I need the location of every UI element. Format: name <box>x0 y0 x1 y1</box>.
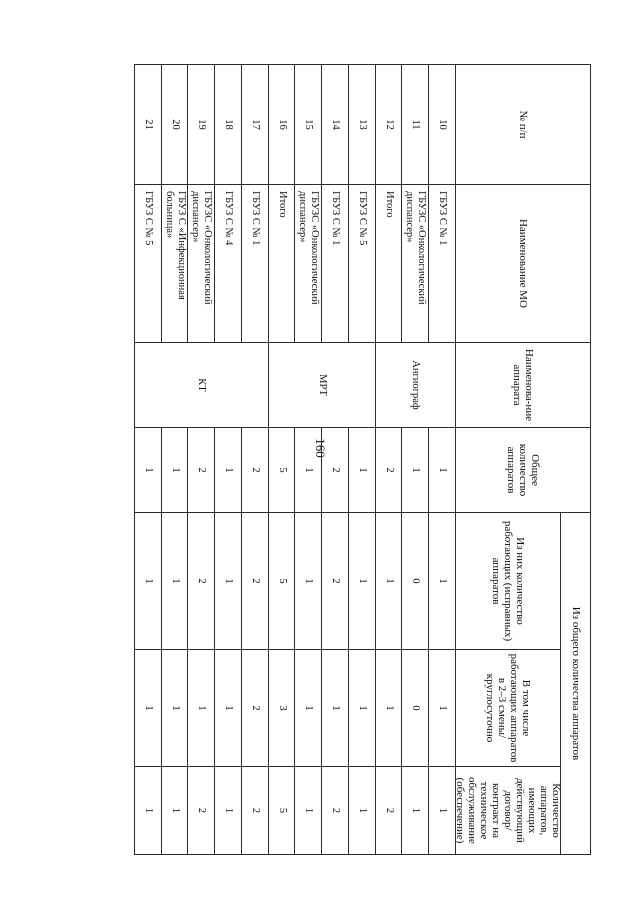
row-total: 1 <box>215 427 242 512</box>
row-total: 1 <box>349 427 376 512</box>
row-mo-name: ГБУЗС «Онкологический диспансер» <box>403 184 430 342</box>
row-shifts: 3 <box>269 649 296 766</box>
header-device: Наименова-ние аппарата <box>456 342 591 427</box>
row-contract: 2 <box>189 766 216 854</box>
row-total: 1 <box>135 427 162 512</box>
row-num: 14 <box>322 64 349 184</box>
row-total: 2 <box>189 427 216 512</box>
row-mo-name: Итого <box>376 184 403 342</box>
header-group: Из общего количества аппаратов <box>561 512 591 854</box>
table-border-right <box>134 854 591 855</box>
row-shifts: 1 <box>349 649 376 766</box>
row-contract: 1 <box>162 766 189 854</box>
row-num: 10 <box>429 64 456 184</box>
row-working: 1 <box>162 512 189 649</box>
row-mo-name: ГБУЗ С № 5 <box>349 184 376 342</box>
row-mo-name: ГБУЗ С № 1 <box>322 184 349 342</box>
row-contract: 1 <box>349 766 376 854</box>
row-working: 1 <box>376 512 403 649</box>
row-shifts: 1 <box>429 649 456 766</box>
row-shifts: 1 <box>296 649 323 766</box>
row-working: 2 <box>242 512 269 649</box>
row-num: 17 <box>242 64 269 184</box>
row-shifts: 1 <box>376 649 403 766</box>
row-shifts: 1 <box>162 649 189 766</box>
row-contract: 2 <box>322 766 349 854</box>
row-num: 15 <box>296 64 323 184</box>
row-working: 1 <box>296 512 323 649</box>
header-contract: Количество аппаратов, имеющих действующий договор/контракт на техническое обслуживание (обеспечение) <box>456 766 561 854</box>
header-shifts: В том числе работающих аппаратов в 2–3 смены/круглосуточно <box>456 649 561 766</box>
row-working: 2 <box>322 512 349 649</box>
row-working: 1 <box>349 512 376 649</box>
row-num: 19 <box>189 64 216 184</box>
row-working: 2 <box>189 512 216 649</box>
row-contract: 2 <box>376 766 403 854</box>
row-working: 5 <box>269 512 296 649</box>
row-total: 1 <box>403 427 430 512</box>
row-num: 18 <box>215 64 242 184</box>
row-num: 20 <box>162 64 189 184</box>
row-num: 16 <box>269 64 296 184</box>
row-mo-name: ГБУЗС «Онкологический диспансер» <box>296 184 323 342</box>
table-border-bottom <box>134 64 135 855</box>
row-shifts: 1 <box>215 649 242 766</box>
row-num: 13 <box>349 64 376 184</box>
row-contract: 2 <box>242 766 269 854</box>
row-contract: 1 <box>403 766 430 854</box>
row-total: 2 <box>242 427 269 512</box>
header-mo: Наименование МО <box>456 184 591 342</box>
row-mo-name: ГБУЗ С «Инфекционная больница» <box>162 184 189 342</box>
row-contract: 1 <box>296 766 323 854</box>
device-group-cell: Ангиограф <box>376 342 456 427</box>
row-mo-name: Итого <box>269 184 296 342</box>
row-working: 0 <box>403 512 430 649</box>
row-total: 5 <box>269 427 296 512</box>
device-group-cell: КТ <box>135 342 269 427</box>
row-mo-name: ГБУЗ С № 1 <box>429 184 456 342</box>
row-contract: 5 <box>269 766 296 854</box>
row-mo-name: ГБУЗ С № 4 <box>215 184 242 342</box>
row-contract: 1 <box>135 766 162 854</box>
row-total: 2 <box>322 427 349 512</box>
row-shifts: 0 <box>403 649 430 766</box>
row-working: 1 <box>135 512 162 649</box>
row-total: 2 <box>376 427 403 512</box>
row-shifts: 1 <box>135 649 162 766</box>
header-total: Общее количество аппаратов <box>456 427 591 512</box>
row-shifts: 1 <box>322 649 349 766</box>
page-number: 160 <box>313 438 328 458</box>
row-num: 11 <box>403 64 430 184</box>
row-total: 1 <box>429 427 456 512</box>
row-contract: 1 <box>429 766 456 854</box>
row-total: 1 <box>162 427 189 512</box>
row-contract: 1 <box>215 766 242 854</box>
row-mo-name: ГБУЗ С № 1 <box>242 184 269 342</box>
header-num: № п/п <box>456 64 591 184</box>
row-num: 21 <box>135 64 162 184</box>
device-group-cell: МРТ <box>269 342 376 427</box>
row-mo-name: ГБУЗ С № 5 <box>135 184 162 342</box>
row-num: 12 <box>376 64 403 184</box>
row-working: 1 <box>215 512 242 649</box>
row-working: 1 <box>429 512 456 649</box>
row-shifts: 2 <box>242 649 269 766</box>
row-shifts: 1 <box>189 649 216 766</box>
row-total: 1 <box>296 427 323 512</box>
row-mo-name: ГБУЗС «Онкологический диспансер» <box>189 184 216 342</box>
header-working: Из них количество работающих (исправных) аппаратов <box>456 512 561 649</box>
